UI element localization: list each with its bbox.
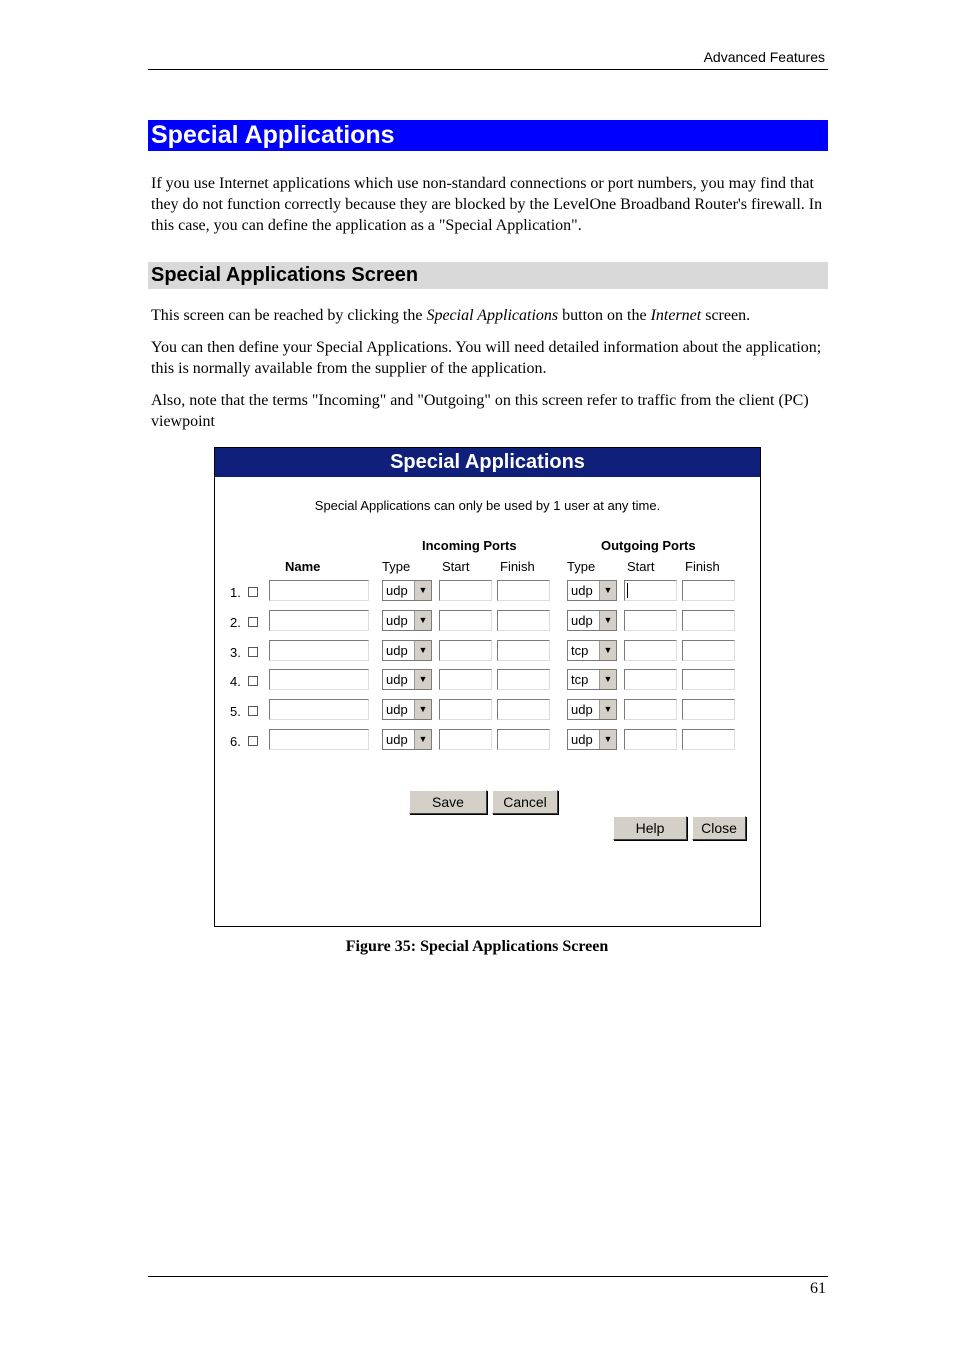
outgoing-finish-input[interactable] bbox=[682, 669, 735, 690]
outgoing-finish-input[interactable] bbox=[682, 699, 735, 720]
incoming-finish-input[interactable] bbox=[497, 729, 550, 750]
p1-text-a: This screen can be reached by clicking the bbox=[151, 307, 427, 324]
outgoing-finish-header: Finish bbox=[685, 559, 720, 574]
incoming-finish-input[interactable] bbox=[497, 699, 550, 720]
outgoing-type-value: tcp bbox=[571, 672, 589, 687]
enable-checkbox[interactable] bbox=[248, 706, 258, 716]
outgoing-type-value: udp bbox=[571, 732, 593, 747]
outgoing-type-value: tcp bbox=[571, 643, 589, 658]
name-input[interactable] bbox=[269, 729, 369, 750]
outgoing-start-input[interactable] bbox=[624, 669, 677, 690]
incoming-type-select[interactable] bbox=[382, 580, 432, 601]
outgoing-start-input[interactable] bbox=[624, 729, 677, 750]
help-button[interactable]: Help bbox=[613, 816, 687, 840]
running-header bbox=[148, 48, 828, 70]
p1-internet: Internet bbox=[650, 307, 702, 324]
application-row-5 bbox=[215, 699, 760, 721]
incoming-type-value: udp bbox=[386, 643, 408, 658]
dropdown-arrow-icon[interactable]: ▼ bbox=[414, 611, 431, 630]
incoming-type-header: Type bbox=[382, 559, 411, 574]
dropdown-arrow-icon[interactable]: ▼ bbox=[599, 730, 616, 749]
incoming-finish-input[interactable] bbox=[497, 640, 550, 661]
outgoing-finish-input[interactable] bbox=[682, 610, 735, 631]
row-number: 5. bbox=[230, 704, 241, 719]
outgoing-ports-label: Outgoing Ports bbox=[601, 538, 696, 553]
dropdown-arrow-icon[interactable]: ▼ bbox=[599, 641, 616, 660]
application-row-3 bbox=[215, 640, 760, 662]
name-input[interactable] bbox=[269, 669, 369, 690]
enable-checkbox[interactable] bbox=[248, 736, 258, 746]
intro-paragraph: If you use Internet applications which use non-standard connections or port numbers, you may find that they do not function correctly because they are blocked by the LevelOne Broadband Router's firewall. In this case, you can define the application as a "Special Application". bbox=[151, 175, 823, 234]
dropdown-arrow-icon[interactable]: ▼ bbox=[414, 641, 431, 660]
outgoing-type-value: udp bbox=[571, 613, 593, 628]
enable-checkbox[interactable] bbox=[248, 587, 258, 597]
application-row-1 bbox=[215, 580, 760, 602]
outgoing-type-select[interactable] bbox=[567, 580, 617, 601]
outgoing-finish-input[interactable] bbox=[682, 640, 735, 661]
paragraph-define: You can then define your Special Applications. You will need detailed information about the application; this is normally available from the supplier of the application. bbox=[151, 339, 822, 377]
application-row-2 bbox=[215, 610, 760, 632]
incoming-type-select[interactable] bbox=[382, 699, 432, 720]
dropdown-arrow-icon[interactable]: ▼ bbox=[414, 670, 431, 689]
outgoing-type-select[interactable] bbox=[567, 729, 617, 750]
outgoing-type-header: Type bbox=[567, 559, 596, 574]
incoming-finish-input[interactable] bbox=[497, 669, 550, 690]
subsection-title: Special Applications Screen bbox=[148, 262, 828, 289]
row-number: 6. bbox=[230, 734, 241, 749]
incoming-start-input[interactable] bbox=[439, 580, 492, 601]
outgoing-finish-input[interactable] bbox=[682, 580, 735, 601]
name-input[interactable] bbox=[269, 610, 369, 631]
application-row-6 bbox=[215, 729, 760, 751]
name-column-header: Name bbox=[285, 559, 321, 574]
incoming-type-select[interactable] bbox=[382, 640, 432, 661]
dropdown-arrow-icon[interactable]: ▼ bbox=[599, 611, 616, 630]
special-applications-figure bbox=[214, 447, 761, 927]
incoming-type-select[interactable] bbox=[382, 729, 432, 750]
dropdown-arrow-icon[interactable]: ▼ bbox=[414, 581, 431, 600]
application-row-4 bbox=[215, 669, 760, 691]
name-input[interactable] bbox=[269, 640, 369, 661]
dropdown-arrow-icon[interactable]: ▼ bbox=[414, 730, 431, 749]
incoming-type-select[interactable] bbox=[382, 610, 432, 631]
incoming-type-value: udp bbox=[386, 613, 408, 628]
dropdown-arrow-icon[interactable]: ▼ bbox=[599, 670, 616, 689]
incoming-start-input[interactable] bbox=[439, 699, 492, 720]
close-button[interactable]: Close bbox=[692, 816, 746, 840]
dropdown-arrow-icon[interactable]: ▼ bbox=[414, 700, 431, 719]
outgoing-type-select[interactable] bbox=[567, 669, 617, 690]
outgoing-start-input[interactable] bbox=[624, 610, 677, 631]
incoming-finish-header: Finish bbox=[500, 559, 535, 574]
incoming-start-input[interactable] bbox=[439, 640, 492, 661]
enable-checkbox[interactable] bbox=[248, 647, 258, 657]
outgoing-start-header: Start bbox=[627, 559, 655, 574]
figure-caption: Figure 35: Special Applications Screen bbox=[345, 938, 609, 955]
p1-text-c: button on the bbox=[558, 307, 651, 324]
footer-rule bbox=[148, 1276, 828, 1277]
row-number: 3. bbox=[230, 645, 241, 660]
outgoing-type-select[interactable] bbox=[567, 610, 617, 631]
incoming-ports-label: Incoming Ports bbox=[422, 538, 517, 553]
page-number: 61 bbox=[810, 1280, 826, 1297]
incoming-start-input[interactable] bbox=[439, 729, 492, 750]
outgoing-type-value: udp bbox=[571, 702, 593, 717]
dropdown-arrow-icon[interactable]: ▼ bbox=[599, 581, 616, 600]
dropdown-arrow-icon[interactable]: ▼ bbox=[599, 700, 616, 719]
section-title: Special Applications bbox=[148, 120, 828, 151]
outgoing-start-input[interactable] bbox=[624, 580, 677, 601]
save-button[interactable]: Save bbox=[409, 790, 487, 814]
outgoing-type-select[interactable] bbox=[567, 699, 617, 720]
outgoing-finish-input[interactable] bbox=[682, 729, 735, 750]
paragraph-incoming-outgoing: Also, note that the terms "Incoming" and "Outgoing" on this screen refer to traffic from the client (PC) viewpoint bbox=[151, 392, 809, 430]
p1-text-e: screen. bbox=[701, 307, 751, 324]
cancel-button[interactable]: Cancel bbox=[492, 790, 558, 814]
row-number: 1. bbox=[230, 585, 241, 600]
text-cursor bbox=[627, 583, 628, 598]
outgoing-start-input[interactable] bbox=[624, 699, 677, 720]
incoming-type-value: udp bbox=[386, 672, 408, 687]
incoming-type-value: udp bbox=[386, 702, 408, 717]
incoming-type-value: udp bbox=[386, 583, 408, 598]
outgoing-type-value: udp bbox=[571, 583, 593, 598]
outgoing-type-select[interactable] bbox=[567, 640, 617, 661]
incoming-start-input[interactable] bbox=[439, 669, 492, 690]
outgoing-start-input[interactable] bbox=[624, 640, 677, 661]
single-user-note: Special Applications can only be used by 1 user at any time. bbox=[314, 498, 661, 513]
running-header-text: Advanced Features bbox=[703, 49, 825, 65]
incoming-type-value: udp bbox=[386, 732, 408, 747]
incoming-finish-input[interactable] bbox=[497, 610, 550, 631]
enable-checkbox[interactable] bbox=[248, 617, 258, 627]
p1-special-applications: Special Applications bbox=[426, 307, 559, 324]
row-number: 4. bbox=[230, 674, 241, 689]
incoming-finish-input[interactable] bbox=[497, 580, 550, 601]
row-number: 2. bbox=[230, 615, 241, 630]
incoming-type-select[interactable] bbox=[382, 669, 432, 690]
enable-checkbox[interactable] bbox=[248, 676, 258, 686]
incoming-start-header: Start bbox=[442, 559, 470, 574]
name-input[interactable] bbox=[269, 699, 369, 720]
figure-title: Special Applications bbox=[215, 448, 760, 477]
incoming-start-input[interactable] bbox=[439, 610, 492, 631]
name-input[interactable] bbox=[269, 580, 369, 601]
paragraph-screen-access bbox=[151, 305, 831, 326]
